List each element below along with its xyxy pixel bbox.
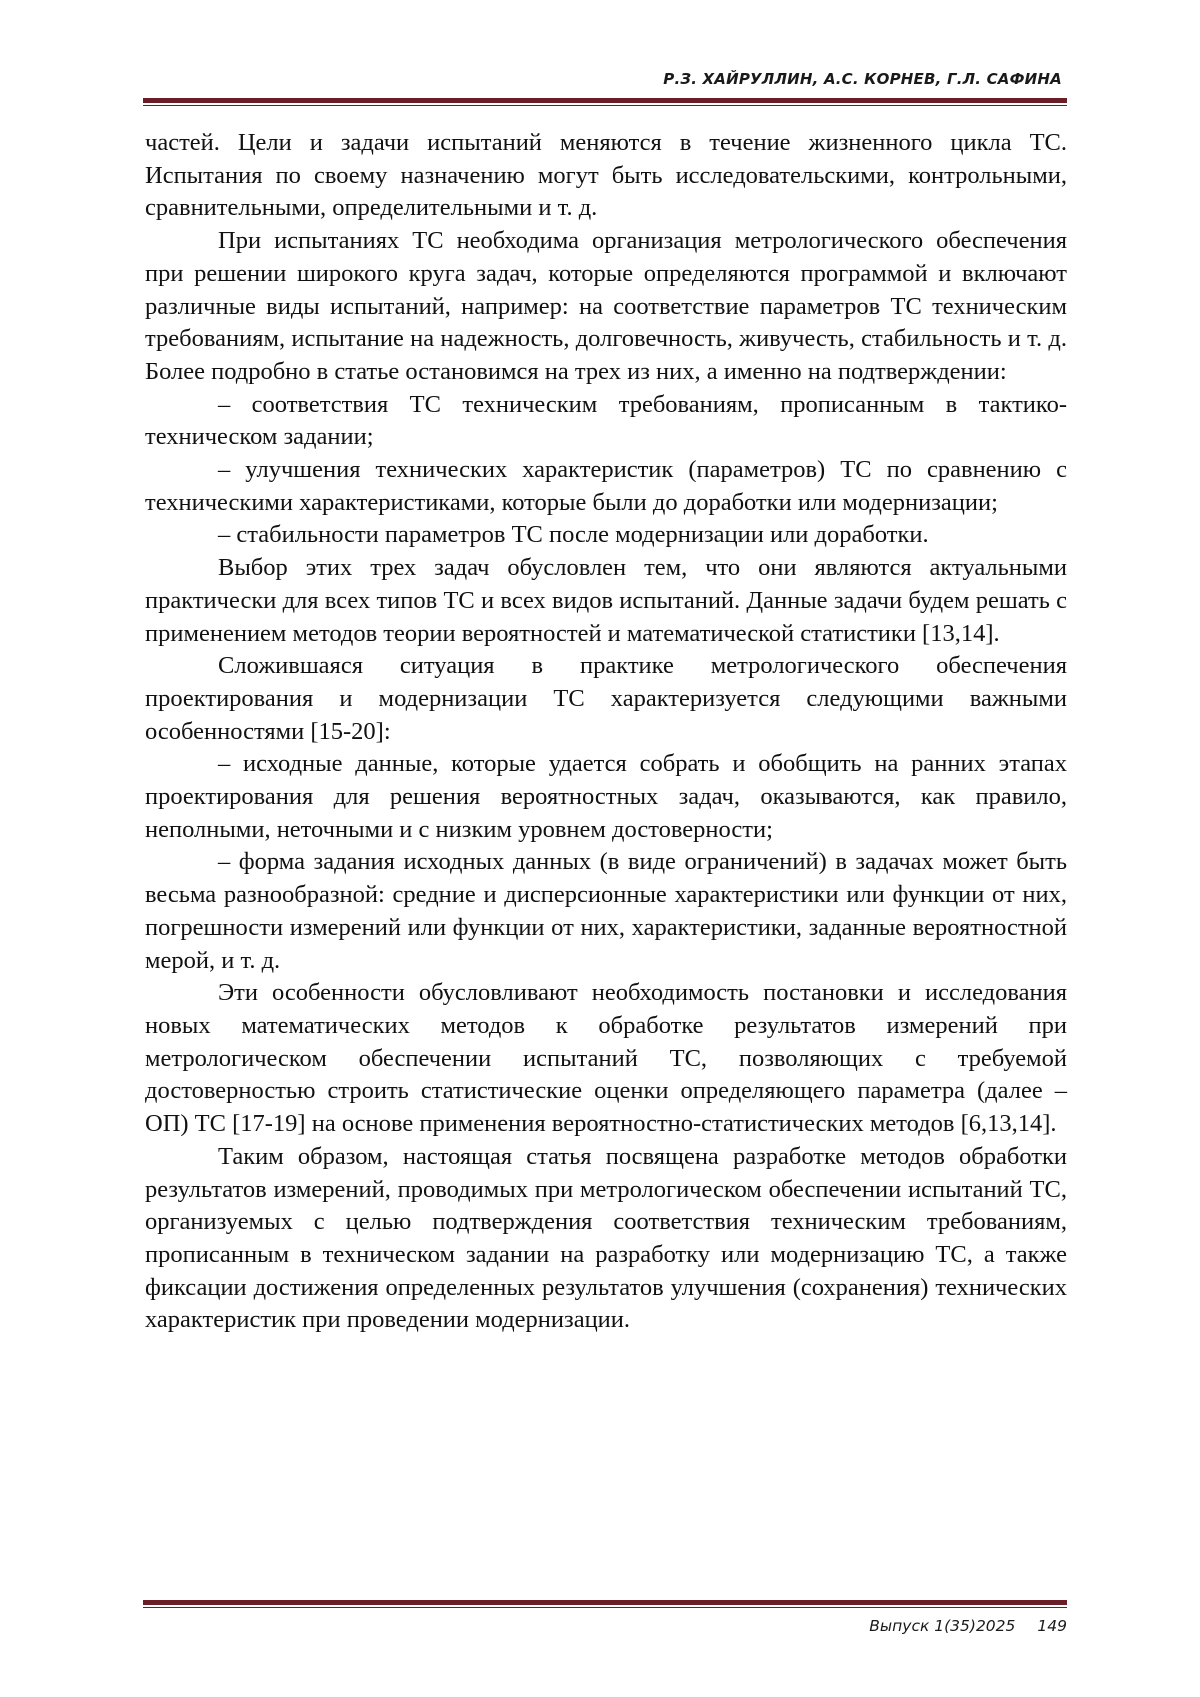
list-item: – улучшения технических характеристик (параметров) ТС по сравнению с техническими характеристиками, которые были до доработки или модернизации;: [145, 456, 1067, 516]
header-rule: [143, 98, 1067, 106]
list-item: – исходные данные, которые удается собрать и обобщить на ранних этапах проектирования для решения вероятностных задач, оказываются, как правило, неполными, неточными и с низким уровнем достоверности;: [145, 750, 1067, 843]
paragraph: Таким образом, настоящая статья посвящена разработке методов обработки результатов измерений, проводимых при метрологическом обеспечении испытаний ТС, организуемых с целью подтверждения соответствия техническим требованиям, прописанным в техническом задании на разработку или модернизацию ТС, а также фиксации достижения определенных результатов улучшения (сохранения) технических характеристик при проведении модернизации.: [145, 1142, 1067, 1334]
paragraph: Выбор этих трех задач обусловлен тем, что они являются актуальными практически для всех типов ТС и всех видов испытаний. Данные задачи будем решать с применением методов теории вероятностей и математической статистики [13,14].: [145, 554, 1067, 647]
issue-label: Выпуск 1(35)2025: [869, 1617, 1016, 1635]
paragraph: Эти особенности обусловливают необходимость постановки и исследования новых математических методов к обработке результатов измерений при метрологическом обеспечении испытаний ТС, позволяющих с требуемой достоверностью строить статистические оценки определяющего параметра (далее – ОП) ТС [17-19] на основе применения вероятностно-статистических методов [6,13,14].: [145, 979, 1067, 1138]
list-item: – форма задания исходных данных (в виде ограничений) в задачах может быть весьма разнообразной: средние и дисперсионные характеристики или функции от них, погрешности измерений или функции от них, характеристики, заданные вероятностной мерой, и т. д.: [145, 848, 1067, 974]
running-head-authors: Р.З. ХАЙРУЛЛИН, А.С. КОРНЕВ, Г.Л. САФИНА: [663, 70, 1062, 88]
paragraph-continuation: частей. Цели и задачи испытаний меняются в течение жизненного цикла ТС. Испытания по своему назначению могут быть исследовательскими, контрольными, сравнительными, определительными и т. д.: [145, 129, 1067, 222]
page-footer: [869, 1617, 1067, 1635]
article-body: [145, 127, 1067, 1337]
list-item: – стабильности параметров ТС после модернизации или доработки.: [218, 521, 929, 549]
paragraph: При испытаниях ТС необходима организация метрологического обеспечения при решении широкого круга задач, которые определяются программой и включают различные виды испытаний, например: на соответствие параметров ТС техническим требованиям, испытание на надежность, долговечность, живучесть, стабильность и т. д. Более подробно в статье остановимся на трех из них, а именно на подтверждении:: [145, 227, 1067, 385]
footer-rule: [143, 1600, 1067, 1608]
paragraph: Сложившаяся ситуация в практике метрологического обеспечения проектирования и модернизации ТС характеризуется следующими важными особенностями [15-20]:: [145, 652, 1067, 745]
page-number: 149: [1037, 1617, 1067, 1635]
list-item: – соответствия ТС техническим требованиям, прописанным в тактико-техническом задании;: [145, 390, 1067, 451]
